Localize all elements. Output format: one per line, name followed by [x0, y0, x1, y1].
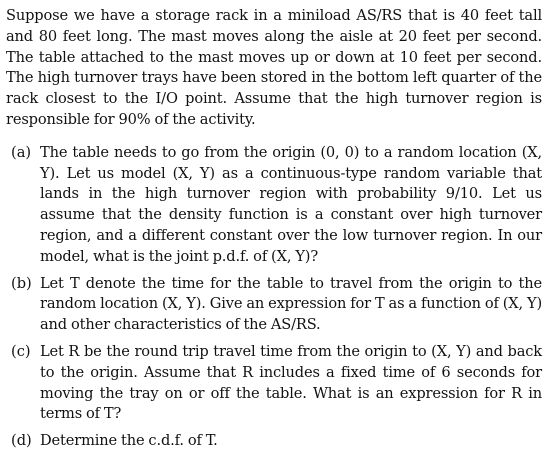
part-b-label: (b) [11, 274, 32, 292]
problem-intro: Suppose we have a storage rack in a miniload AS/RS that is 40 feet tall and 80 feet long. The mast moves along the aisle at 20 feet per second. The table attached to the mast moves up or down at 10 feet per second. The high turnover trays have been stored in the bottom left quarter of the rack closest to the I/O point. Assume that the high turnover region is responsible for 90% of the activity. [6, 7, 542, 128]
part-c [6, 342, 542, 425]
part-a-label: (a) [11, 143, 32, 161]
part-c-label: (c) [11, 342, 31, 360]
part-d-text: Determine the c.d.f. of T. [40, 432, 218, 450]
part-d-label: (d) [11, 432, 32, 450]
part-c-text: Let R be the round trip travel time from the origin to (X, Y) and back to the origin. Assume that R includes a fixed time of 6 seconds for moving the tray on or off the table. What is an expression for R in terms of T? [40, 342, 542, 423]
part-b [6, 274, 542, 336]
problem-parts [6, 143, 542, 452]
part-b-text: Let T denote the time for the table to travel from the origin to the random location (X, Y). Give an expression for T as a function of (X, Y) and other characteristics of the AS/RS. [40, 274, 542, 334]
part-d [6, 431, 542, 452]
part-a [6, 143, 542, 268]
part-a-text: The table needs to go from the origin (0, 0) to a random location (X, Y). Let us model (X, Y) as a continuous-type random variable that lands in the high turnover region with probability 9/10. Let us assume that the density function is a constant over high turnover region, and a different constant over the low turnover region. In our model, what is the joint p.d.f. of (X, Y)? [40, 143, 542, 265]
